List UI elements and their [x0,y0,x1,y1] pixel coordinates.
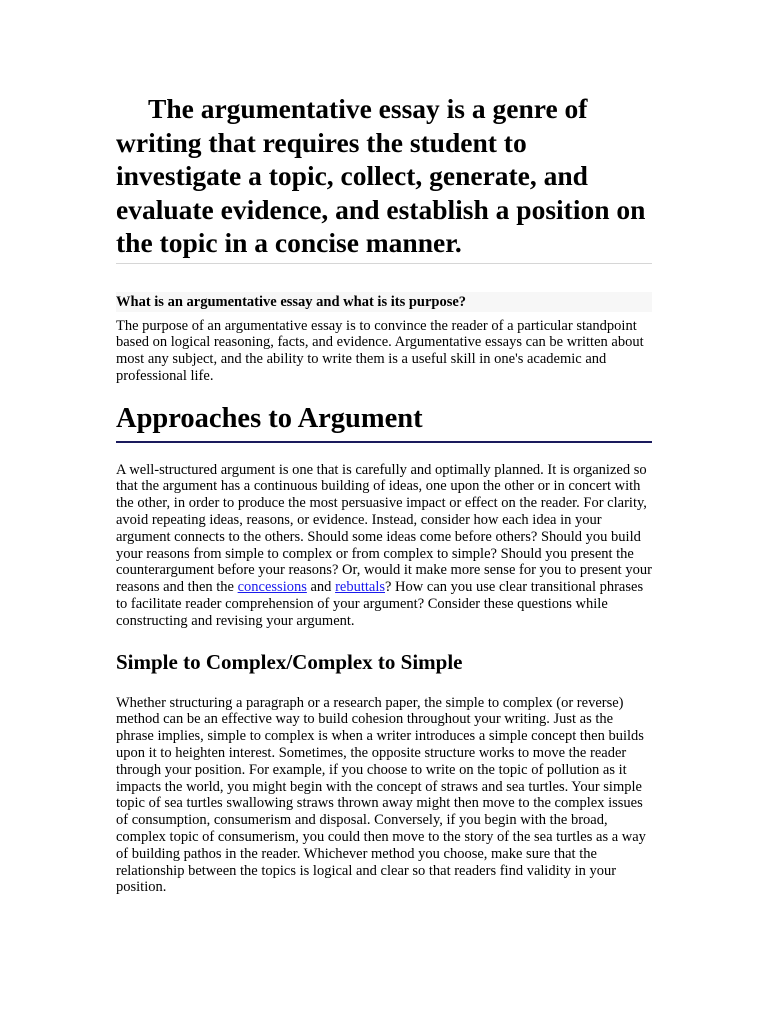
purpose-paragraph: The purpose of an argumentative essay is to convince the reader of a particular standpoint based on logical reasoning, facts, and evidence. Argumentative essays can be written about most any subject, and the ability to write them is a useful skill in one's academic and professional life. [116,317,644,384]
simple-complex-heading: Simple to Complex/Complex to Simple [116,649,463,674]
simple-complex-paragraph: Whether structuring a paragraph or a research paper, the simple to complex (or reverse) method can be an effective way to build cohesion throughout your writing. Just as the phrase implies, simple to complex is when a writer introduces a simple concept then builds upon it to heighten interest. Sometimes, the opposite structure works to move the reader through your position. For example, if you choose to write on the topic of pollution as it impacts the world, you might begin with the concept of straws and sea turtles. Your simple topic of sea turtles swallowing straws thrown away might then move to the complex issues of consumption, consumerism and disposal. Conversely, if you begin with the broad, complex topic of consumerism, you could then move to the story of the sea turtles as a way of building pathos in the reader. Whichever method you choose, make sure that the relationship between the topics is logical and clear so that readers find validity in your position. [116,694,646,896]
question-heading: What is an argumentative essay and what is its purpose? [116,292,652,312]
approaches-heading: Approaches to Argument [116,399,652,443]
lead-paragraph [116,92,652,264]
approaches-text-after: ? How can you use clear transitional phrases to facilitate reader comprehension of your argument? Consider these questions while constructing and revising your argument. [116,579,644,629]
rebuttals-link[interactable]: rebuttals [335,579,385,596]
approaches-text-before: A well-structured argument is one that is carefully and optimally planned. It is organized so that the argument has a continuous building of ideas, one upon the other or in concert with the other, in order to produce the most persuasive impact or effect on the reader. For clarity, avoid repeating ideas, reasons, or evidence. Instead, consider how each idea in your argument connects to the others. Should some ideas come before others? Should you build your reasons from simple to complex or from complex to simple? Should you present the counterargument before your reasons? Or, would it make more sense for you to present your reasons and then the [116,461,652,596]
concessions-link[interactable]: concessions [237,579,307,596]
document-page [116,92,652,896]
lead-text: The argumentative essay is a genre of writing that requires the student to investigate a topic, collect, generate, and evaluate evidence, and establish a position on the topic in a concise manner. [116,93,646,258]
approaches-paragraph [116,462,652,630]
approaches-text-and: and [306,579,336,596]
